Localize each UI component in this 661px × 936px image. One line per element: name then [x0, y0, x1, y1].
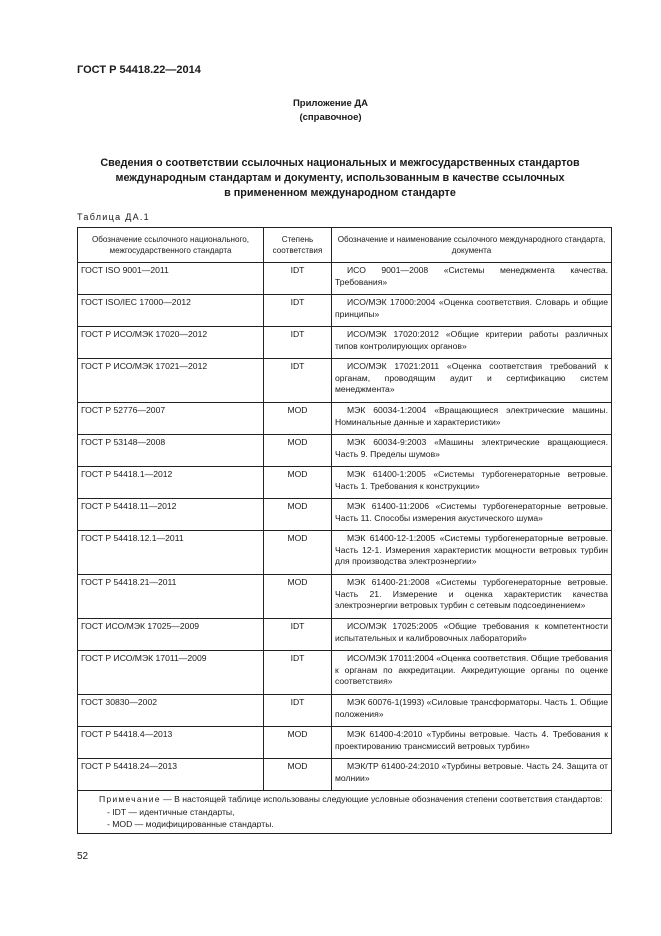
degree-cell: MOD: [264, 499, 332, 531]
note-text: — В настоящей таблице использованы следующие условные обозначения степени соответствия стандартов:: [163, 794, 603, 804]
table-row: [78, 695, 612, 727]
national-standard-cell: ГОСТ Р 54418.12.1—2011: [78, 531, 264, 575]
national-standard-cell: ГОСТ Р 54418.11—2012: [78, 499, 264, 531]
national-standard-cell: ГОСТ Р ИСО/МЭК 17011—2009: [78, 651, 264, 695]
table-row: [78, 619, 612, 651]
international-standard-cell: ИСО/МЭК 17000:2004 «Оценка соответствия. Словарь и общие принципы»: [332, 295, 612, 327]
international-standard-cell: МЭК 61400-12-1:2005 «Системы турбогенераторные ветровые. Часть 12-1. Измерения характеристик мощности ветровых турбин для производства электроэнергии»: [332, 531, 612, 575]
international-standard-cell: МЭК 60076-1(1993) «Силовые трансформаторы. Часть 1. Общие положения»: [332, 695, 612, 727]
table-row: [78, 403, 612, 435]
table-row: [78, 651, 612, 695]
degree-cell: MOD: [264, 531, 332, 575]
table-row: [78, 575, 612, 619]
page-number: 52: [77, 851, 89, 862]
table-row: [78, 727, 612, 759]
degree-cell: MOD: [264, 727, 332, 759]
section-title-line: Сведения о соответствии ссылочных национальных и межгосударственных стандартов: [100, 157, 580, 169]
international-standard-cell: ИСО 9001—2008 «Системы менеджмента качества. Требования»: [332, 263, 612, 295]
degree-cell: MOD: [264, 403, 332, 435]
table-row: [78, 759, 612, 791]
degree-cell: IDT: [264, 327, 332, 359]
national-standard-cell: ГОСТ Р ИСО/МЭК 17021—2012: [78, 359, 264, 403]
international-standard-cell: ИСО/МЭК 17021:2011 «Оценка соответствия требований к органам, проводящим аудит и сертификацию систем менеджмента»: [332, 359, 612, 403]
note-label: Примечание: [99, 794, 161, 804]
national-standard-cell: ГОСТ ISO/IEC 17000—2012: [78, 295, 264, 327]
note-intro: [81, 793, 608, 806]
national-standard-cell: ГОСТ ИСО/МЭК 17025—2009: [78, 619, 264, 651]
table-row: [78, 467, 612, 499]
international-standard-cell: МЭК 60034-9:2003 «Машины электрические вращающиеся. Часть 9. Пределы шумов»: [332, 435, 612, 467]
table-row: [78, 435, 612, 467]
table-caption: Таблица ДА.1: [77, 212, 150, 222]
table-row: [78, 499, 612, 531]
degree-cell: IDT: [264, 651, 332, 695]
note-item: - IDT — идентичные стандарты,: [107, 806, 235, 817]
table-row: [78, 295, 612, 327]
national-standard-cell: ГОСТ 30830—2002: [78, 695, 264, 727]
column-header-international: Обозначение и наименование ссылочного международного стандарта, документа: [332, 228, 612, 263]
national-standard-cell: ГОСТ Р 54418.24—2013: [78, 759, 264, 791]
international-standard-cell: МЭК/ТР 61400-24:2010 «Турбины ветровые. Часть 24. Защита от молнии»: [332, 759, 612, 791]
table-row: [78, 359, 612, 403]
table-header-row: [78, 228, 612, 263]
degree-cell: MOD: [264, 575, 332, 619]
note-item: - MOD — модифицированные стандарты.: [107, 819, 274, 829]
international-standard-cell: МЭК 61400-11:2006 «Системы турбогенераторные ветровые. Часть 11. Способы измерения акустического шума»: [332, 499, 612, 531]
international-standard-cell: МЭК 61400-4:2010 «Турбины ветровые. Часть 4. Требования к проектированию трансмиссий ветровых турбин»: [332, 727, 612, 759]
degree-cell: MOD: [264, 759, 332, 791]
national-standard-cell: ГОСТ Р 54418.21—2011: [78, 575, 264, 619]
international-standard-cell: ИСО/МЭК 17011:2004 «Оценка соответствия. Общие требования к органам по аккредитации. Аккредитующие органы по оценке соответствия»: [332, 651, 612, 695]
international-standard-cell: ИСО/МЭК 17025:2005 «Общие требования к компетентности испытательных и калибровочных лабораторий»: [332, 619, 612, 651]
national-standard-cell: ГОСТ Р ИСО/МЭК 17020—2012: [78, 327, 264, 359]
degree-cell: MOD: [264, 435, 332, 467]
column-header-degree: Степень соответствия: [264, 228, 332, 263]
international-standard-cell: ИСО/МЭК 17020:2012 «Общие критерии работы различных типов контролирующих органов»: [332, 327, 612, 359]
section-title-line: международным стандартам и документу, использованным в качестве ссылочных: [115, 172, 565, 184]
degree-cell: IDT: [264, 359, 332, 403]
international-standard-cell: МЭК 61400-1:2005 «Системы турбогенераторные ветровые. Часть 1. Требования к конструкции»: [332, 467, 612, 499]
table-note: [78, 791, 612, 834]
international-standard-cell: МЭК 61400-21:2008 «Системы турбогенераторные ветровые. Часть 21. Измерение и оценка характеристик качества электроэнергии ветровых турбин с сетевым подсоединением»: [332, 575, 612, 619]
table-row: [78, 263, 612, 295]
table-note-row: [78, 791, 612, 834]
column-header-national: Обозначение ссылочного национального, межгосударственного стандарта: [78, 228, 264, 263]
national-standard-cell: ГОСТ Р 54418.1—2012: [78, 467, 264, 499]
document-code: ГОСТ Р 54418.22—2014: [77, 64, 201, 76]
section-title-line: в примененном международном стандарте: [224, 187, 456, 199]
degree-cell: IDT: [264, 263, 332, 295]
appendix-subtitle: (справочное): [299, 112, 362, 123]
degree-cell: IDT: [264, 695, 332, 727]
national-standard-cell: ГОСТ ISO 9001—2011: [78, 263, 264, 295]
national-standard-cell: ГОСТ Р 54418.4—2013: [78, 727, 264, 759]
correspondence-table: [77, 227, 612, 834]
appendix-title: Приложение ДА: [292, 98, 369, 109]
section-title: [80, 156, 600, 201]
degree-cell: IDT: [264, 295, 332, 327]
appendix-heading: [0, 97, 661, 125]
table-row: [78, 531, 612, 575]
table-row: [78, 327, 612, 359]
degree-cell: MOD: [264, 467, 332, 499]
national-standard-cell: ГОСТ Р 53148—2008: [78, 435, 264, 467]
international-standard-cell: МЭК 60034-1:2004 «Вращающиеся электрические машины. Номинальные данные и характеристики»: [332, 403, 612, 435]
degree-cell: IDT: [264, 619, 332, 651]
national-standard-cell: ГОСТ Р 52776—2007: [78, 403, 264, 435]
